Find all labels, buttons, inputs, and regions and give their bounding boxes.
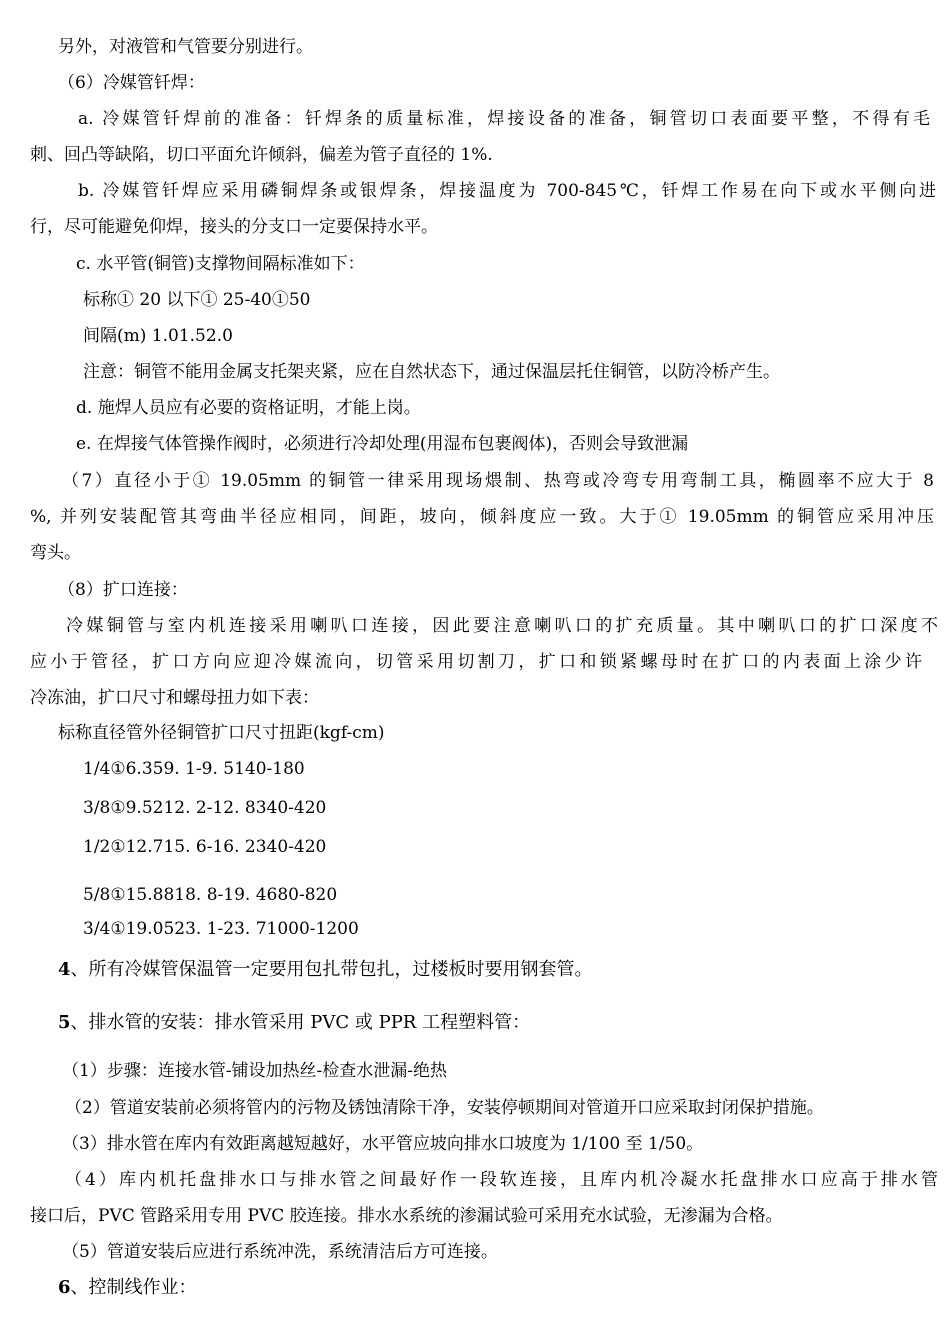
table-row: 3/8①9.5212. 2-12. 8340-420 <box>83 798 327 818</box>
numbered-heading: 6、控制线作业： <box>58 1277 197 1298</box>
note-line: 注意：铜管不能用金属支托架夹紧，应在自然状态下，通过保温层托住铜管，以防冷桥产生。 <box>83 362 780 382</box>
text-line: 冷媒铜管与室内机连接采用喇叭口连接，因此要注意喇叭口的扩充质量。其中喇叭口的扩口深度不 <box>66 616 938 636</box>
text-line: 另外，对液管和气管要分别进行。 <box>58 37 313 57</box>
numbered-heading: 5、排水管的安装：排水管采用 PVC 或 PPR 工程塑料管： <box>58 1012 531 1033</box>
text-line: 应小于管径，扩口方向应迎冷媒流向，切管采用切割刀，扩口和锁紧螺母时在扩口的内表面上涂少许 <box>30 652 922 672</box>
text-line: 刺、回凸等缺陷，切口平面允许倾斜，偏差为管子直径的 1%. <box>30 145 493 165</box>
table-row: 3/4①19.0523. 1-23. 71000-1200 <box>83 919 359 939</box>
text-line: （5）管道安装后应进行系统冲洗，系统清洁后方可连接。 <box>62 1242 498 1262</box>
heading-number: 5 <box>58 1012 71 1033</box>
table-row: 1/2①12.715. 6-16. 2340-420 <box>83 837 327 857</box>
text-line: b. 冷媒管钎焊应采用磷铜焊条或银焊条，焊接温度为 700-845℃，钎焊工作易在向下或水平侧向进 <box>78 181 936 201</box>
table-row: 5/8①15.8818. 8-19. 4680-820 <box>83 885 338 905</box>
text-line: （3）排水管在库内有效距离越短越好，水平管应坡向排水口坡度为 1/100 至 1/50。 <box>62 1134 704 1154</box>
text-line: 接口后，PVC 管路采用专用 PVC 胶连接。排水水系统的渗漏试验可采用充水试验，无渗漏为合格。 <box>30 1206 783 1226</box>
text-line: 行，尽可能避免仰焊，接头的分支口一定要保持水平。 <box>30 217 438 237</box>
text-line: c. 水平管(铜管)支撑物间隔标准如下： <box>76 254 365 274</box>
text-line: e. 在焊接气体管操作阀时，必须进行冷却处理(用湿布包裹阀体)，否则会导致泄漏 <box>76 434 689 454</box>
heading-number: 6 <box>58 1277 71 1298</box>
text-line: 弯头。 <box>30 543 81 563</box>
numbered-heading: 4、所有冷媒管保温管一定要用包扎带包扎，过楼板时要用钢套管。 <box>58 959 593 980</box>
text-line: %, 并列安装配管其弯曲半径应相同，间距，坡向，倾斜度应一致。大于① 19.05mm 的铜管应采用冲压 <box>30 507 934 527</box>
text-line: （1）步骤：连接水管-铺设加热丝-检查水泄漏-绝热 <box>62 1061 448 1081</box>
heading-number: 4 <box>58 959 71 980</box>
table-row: 1/4①6.359. 1-9. 5140-180 <box>83 759 305 779</box>
text-line: 标称① 20 以下① 25-40①50 <box>83 290 311 310</box>
table-header: 标称直径管外径铜管扩口尺寸扭距(kgf-cm) <box>58 723 385 743</box>
section-heading: （6）冷媒管钎焊： <box>58 73 205 93</box>
text-line: 间隔(m) 1.01.52.0 <box>83 326 233 346</box>
text-line: （7）直径小于① 19.05mm 的铜管一律采用现场煨制、热弯或冷弯专用弯制工具，椭圆率不应大于 8 <box>62 471 934 491</box>
section-heading: （8）扩口连接： <box>58 580 188 600</box>
text-line: （4）库内机托盘排水口与排水管之间最好作一段软连接，且库内机冷凝水托盘排水口应高于排水管 <box>65 1170 938 1190</box>
text-line: （2）管道安装前必须将管内的污物及锈蚀清除干净，安装停顿期间对管道开口应采取封闭保护措施。 <box>65 1098 824 1118</box>
text-line: 冷冻油，扩口尺寸和螺母扭力如下表： <box>30 688 319 708</box>
text-line: d. 施焊人员应有必要的资格证明，才能上岗。 <box>76 398 421 418</box>
text-line: a. 冷媒管钎焊前的准备：钎焊条的质量标准，焊接设备的准备，铜管切口表面要平整，不得有毛 <box>78 109 930 129</box>
